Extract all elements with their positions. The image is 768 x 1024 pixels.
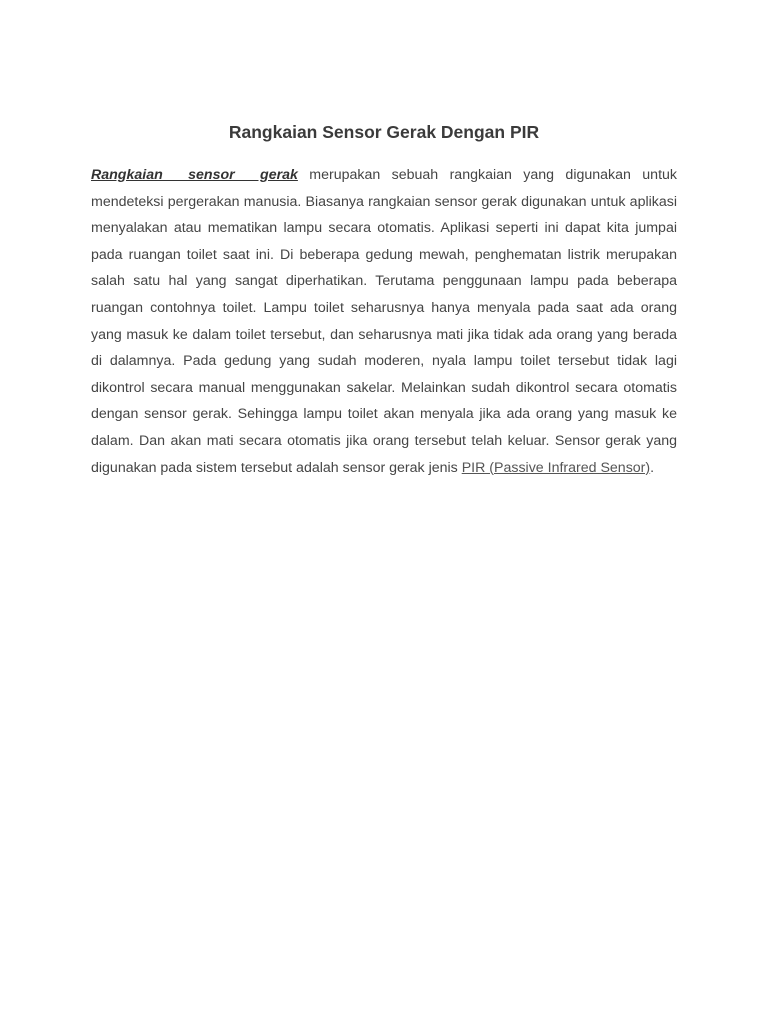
- pir-link[interactable]: PIR (Passive Infrared Sensor): [461, 459, 651, 476]
- paragraph-text: merupakan sebuah rangkaian yang digunakan untuk mendeteksi pergerakan manusia. Biasanya rangkaian sensor gerak digunakan untuk aplikasi menyalakan atau mematikan lampu secara otomatis. Aplikasi seperti ini dapat kita jumpai pada ruangan toilet saat ini. Di beberapa gedung mewah, penghematan listrik merupakan salah satu hal yang sangat diperhatikan. Terutama penggunaan lampu pada beberapa ruangan contohnya toilet. Lampu toilet seharusnya hanya menyala pada saat ada orang yang masuk ke dalam toilet tersebut, dan seharusnya mati jika tidak ada orang yang berada di dalamnya. Pada gedung yang sudah moderen, nyala lampu toilet tersebut tidak lagi dikontrol secara manual menggunakan sakelar. Melainkan sudah dikontrol secara otomatis dengan sensor gerak. Sehingga lampu toilet akan menyala jika ada orang yang masuk ke dalam. Dan akan mati secara otomatis jika orang tersebut telah keluar. Sensor gerak yang digunakan pada sistem tersebut adalah sensor gerak jenis: [91, 167, 677, 476]
- document-title: Rangkaian Sensor Gerak Dengan PIR: [228, 122, 540, 142]
- paragraph-end: .: [650, 459, 655, 476]
- body-paragraph: [91, 162, 677, 481]
- lead-term: Rangkaian sensor gerak: [91, 167, 298, 183]
